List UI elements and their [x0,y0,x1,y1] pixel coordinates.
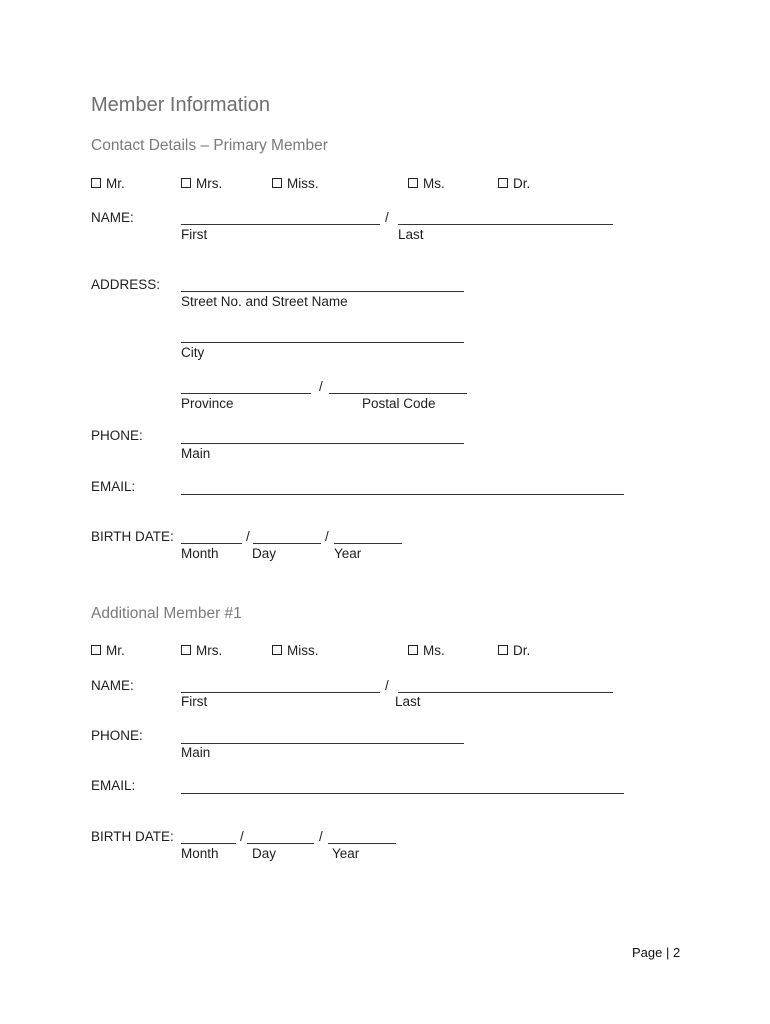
street-field[interactable] [181,291,464,292]
salutation-ms-additional[interactable]: Ms. [408,643,445,658]
address-separator: / [319,379,323,394]
month-hint: Month [181,846,219,861]
salutation-miss-additional[interactable]: Miss. [272,643,319,658]
salutation-mrs-primary[interactable]: Mrs. [181,176,222,191]
province-field[interactable] [181,393,311,394]
birth-separator: / [246,529,250,544]
first-name-field[interactable] [181,692,380,693]
section-heading-primary: Contact Details – Primary Member [91,137,328,154]
last-name-field[interactable] [398,224,613,225]
birth-day-field[interactable] [253,543,321,544]
page-number: Page | 2 [632,945,681,960]
birth-date-label: BIRTH DATE: [91,829,174,844]
day-hint: Day [252,546,277,561]
email-label: EMAIL: [91,778,136,793]
email-field[interactable] [181,494,624,495]
first-hint: First [181,694,208,709]
birth-separator: / [319,829,323,844]
name-label: NAME: [91,678,134,693]
postal-code-field[interactable] [329,393,467,394]
checkbox-icon[interactable] [498,178,508,188]
province-hint: Province [181,396,234,411]
phone-label: PHONE: [91,428,143,443]
address-label: ADDRESS: [91,277,161,292]
birth-day-field[interactable] [247,843,314,844]
year-hint: Year [332,846,360,861]
phone-hint: Main [181,446,211,461]
salutation-dr-primary[interactable]: Dr. [498,176,530,191]
month-hint: Month [181,546,219,561]
checkbox-icon[interactable] [91,178,101,188]
first-hint: First [181,227,208,242]
checkbox-icon[interactable] [272,178,282,188]
phone-hint: Main [181,745,211,760]
phone-field[interactable] [181,443,464,444]
salutation-mrs-additional[interactable]: Mrs. [181,643,222,658]
last-name-field[interactable] [398,692,613,693]
birth-separator: / [240,829,244,844]
birth-year-field[interactable] [334,543,402,544]
birth-year-field[interactable] [328,843,396,844]
year-hint: Year [334,546,362,561]
day-hint: Day [252,846,277,861]
last-hint: Last [398,227,424,242]
salutation-dr-additional[interactable]: Dr. [498,643,530,658]
birth-month-field[interactable] [181,843,236,844]
name-separator: / [385,210,389,225]
phone-label: PHONE: [91,728,143,743]
checkbox-icon[interactable] [498,645,508,655]
checkbox-icon[interactable] [91,645,101,655]
last-hint: Last [395,694,421,709]
salutation-mr-primary[interactable]: Mr. [91,176,125,191]
checkbox-icon[interactable] [181,178,191,188]
page-title: Member Information [91,94,270,116]
birth-month-field[interactable] [181,543,242,544]
checkbox-icon[interactable] [408,178,418,188]
city-field[interactable] [181,342,464,343]
street-hint: Street No. and Street Name [181,294,348,309]
postal-code-hint: Postal Code [362,396,436,411]
birth-date-label: BIRTH DATE: [91,529,174,544]
name-label: NAME: [91,210,134,225]
name-separator: / [385,678,389,693]
phone-field[interactable] [181,743,464,744]
first-name-field[interactable] [181,224,380,225]
checkbox-icon[interactable] [181,645,191,655]
checkbox-icon[interactable] [408,645,418,655]
checkbox-icon[interactable] [272,645,282,655]
email-field[interactable] [181,793,624,794]
salutation-miss-primary[interactable]: Miss. [272,176,319,191]
salutation-ms-primary[interactable]: Ms. [408,176,445,191]
salutation-mr-additional[interactable]: Mr. [91,643,125,658]
section-heading-additional: Additional Member #1 [91,605,242,622]
city-hint: City [181,345,205,360]
email-label: EMAIL: [91,479,136,494]
birth-separator: / [325,529,329,544]
